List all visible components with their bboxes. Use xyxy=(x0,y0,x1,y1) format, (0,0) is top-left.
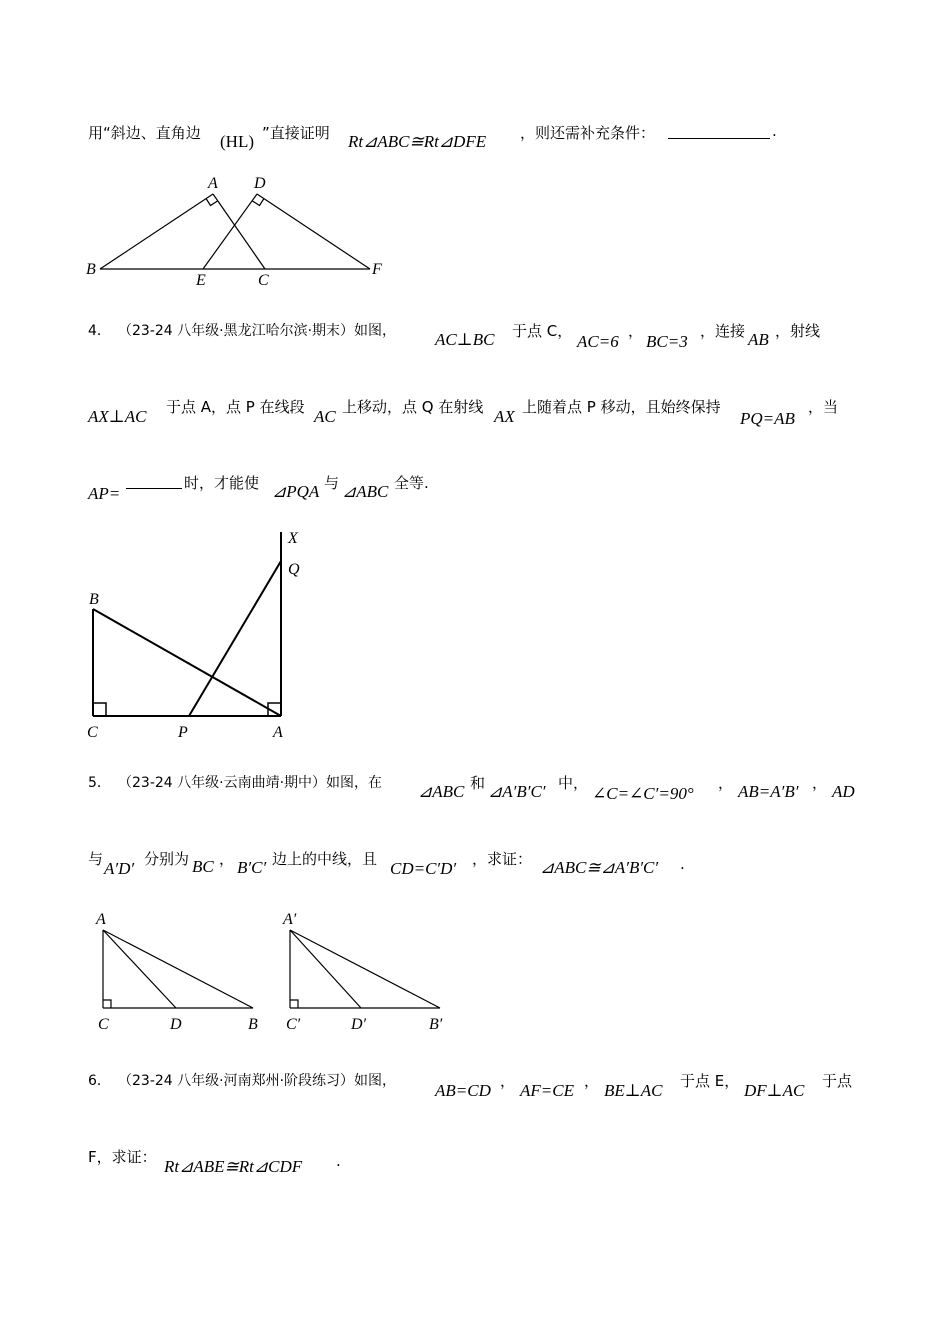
p4-t11: 全等. xyxy=(394,474,429,492)
p6-end: . xyxy=(336,1152,341,1170)
p5-r-label-b: B′ xyxy=(429,1016,443,1033)
p4-right-angle-c xyxy=(93,703,106,716)
p5-e9: CD=C′D′ xyxy=(390,859,457,878)
p3-label-a: A xyxy=(208,175,218,192)
p4-figure xyxy=(80,525,320,745)
p6-e2: AF=CE xyxy=(520,1081,574,1100)
p4-e4: AB xyxy=(748,330,769,349)
p4-e7: AX xyxy=(494,407,515,426)
p5-t5: 与 xyxy=(88,850,104,868)
p4-label-q: Q xyxy=(288,561,300,578)
p3-right-angle-d xyxy=(253,199,265,206)
p4-number: 4． xyxy=(88,323,111,339)
p5-l-right-angle xyxy=(103,1000,111,1008)
p4-e3: BC=3 xyxy=(646,332,688,351)
p3-right-angle-a xyxy=(206,199,218,206)
p4-line-ba xyxy=(93,609,281,716)
p4-e11: ⊿ABC xyxy=(342,482,389,501)
p4-label-p: P xyxy=(178,724,188,741)
p6-e5: Rt⊿ABE≅Rt⊿CDF xyxy=(164,1157,303,1176)
p5-r-line-ab xyxy=(290,930,440,1008)
p5-l-label-a: A xyxy=(96,911,106,928)
p3-hl: (HL) xyxy=(220,132,254,151)
p5-t9: ，求证： xyxy=(472,850,533,868)
p5-e3: ∠C=∠C′=90° xyxy=(592,784,694,803)
p5-r-label-c: C′ xyxy=(286,1016,301,1033)
p4-label-c: C xyxy=(87,724,98,741)
p3-line-df xyxy=(257,194,370,269)
p6-t5: F，求证： xyxy=(88,1148,157,1166)
p5-r-label-a: A′ xyxy=(283,911,297,928)
p3-line-ac xyxy=(213,194,265,269)
p4-t4: ，射线 xyxy=(775,322,821,340)
p4-t9: 时，才能使 xyxy=(184,474,260,492)
p4-e8: PQ=AB xyxy=(740,409,795,428)
p5-figure-right xyxy=(275,905,475,1035)
p5-t7: ， xyxy=(219,850,235,868)
p5-e2: ⊿A′B′C′ xyxy=(488,782,546,801)
p4-t3: ，连接 xyxy=(700,322,746,340)
p5-figure-left xyxy=(88,905,288,1035)
p4-t8: ，当 xyxy=(808,398,839,416)
p5-l-label-d: D xyxy=(170,1016,182,1033)
p5-end: . xyxy=(680,855,685,873)
p3-label-f: F xyxy=(372,261,382,278)
p5-r-line-ad xyxy=(290,930,361,1008)
p5-l-line-ab xyxy=(103,930,253,1008)
p3-answer-blank[interactable] xyxy=(668,138,770,139)
p5-e1: ⊿ABC xyxy=(418,782,465,801)
p6-source: （23-24 八年级·河南郑州·阶段练习）如图， xyxy=(118,1073,397,1089)
p6-t2: ， xyxy=(584,1072,600,1090)
p3-label-d: D xyxy=(254,175,266,192)
p6-number: 6． xyxy=(88,1073,111,1089)
p4-t10: 与 xyxy=(324,474,340,492)
p4-e2: AC=6 xyxy=(577,332,619,351)
p5-l-label-b: B xyxy=(248,1016,258,1033)
p4-e6: AC xyxy=(314,407,336,426)
p4-answer-blank[interactable] xyxy=(126,488,182,489)
p6-e4: DF⊥AC xyxy=(744,1081,805,1100)
p4-source: （23-24 八年级·黑龙江哈尔滨·期末）如图， xyxy=(118,323,397,339)
p5-source: （23-24 八年级·云南曲靖·期中）如图，在 xyxy=(118,775,383,791)
p4-t1: 于点 C， xyxy=(512,322,573,340)
p6-t3: 于点 E， xyxy=(680,1072,740,1090)
p6-t4: 于点 xyxy=(822,1072,853,1090)
p4-e9: AP= xyxy=(88,484,121,503)
p5-e6: A′D′ xyxy=(104,859,135,878)
p4-t6: 上移动，点 Q 在射线 xyxy=(342,398,484,416)
p4-e1: AC⊥BC xyxy=(435,330,495,349)
p4-line-pq xyxy=(189,561,281,716)
p5-t8: 边上的中线，且 xyxy=(272,850,378,868)
p4-label-x: X xyxy=(288,530,298,547)
p5-e10: ⊿ABC≅⊿A′B′C′ xyxy=(540,858,659,877)
p5-t4: ， xyxy=(812,774,828,792)
p6-e3: BE⊥AC xyxy=(604,1081,663,1100)
p3-text-c: ，则还需补充条件： xyxy=(520,124,656,142)
p5-t3: ， xyxy=(718,774,734,792)
p4-e10: ⊿PQA xyxy=(272,482,320,501)
p5-t6: 分别为 xyxy=(144,850,190,868)
p4-t5: 于点 A，点 P 在线段 xyxy=(166,398,305,416)
p5-t1: 和 xyxy=(470,774,486,792)
p3-label-c: C xyxy=(258,272,269,289)
p4-label-b: B xyxy=(89,591,99,608)
p5-r-right-angle xyxy=(290,1000,298,1008)
p5-t2: 中， xyxy=(558,774,589,792)
p6-t1: ， xyxy=(500,1072,516,1090)
p3-label-e: E xyxy=(196,272,206,289)
p3-expr: Rt⊿ABC≅Rt⊿DFE xyxy=(348,132,487,151)
p5-l-label-c: C xyxy=(98,1016,109,1033)
p5-e7: BC xyxy=(192,857,214,876)
p5-e5: AD xyxy=(832,782,855,801)
p5-e8: B′C′ xyxy=(237,858,267,877)
p3-text-a: 用“斜边、直角边 xyxy=(88,124,201,142)
p3-figure xyxy=(80,172,400,292)
p4-label-a: A xyxy=(273,724,283,741)
p3-line-ba xyxy=(100,194,213,269)
p5-l-line-ad xyxy=(103,930,176,1008)
p3-label-b: B xyxy=(86,261,96,278)
p5-r-label-d: D′ xyxy=(351,1016,367,1033)
p5-e4: AB=A′B′ xyxy=(738,782,799,801)
p5-number: 5． xyxy=(88,775,111,791)
p4-e5: AX⊥AC xyxy=(88,407,147,426)
p4-t2: ， xyxy=(628,322,644,340)
p3-end: . xyxy=(772,122,777,140)
p4-t7: 上随着点 P 移动，且始终保持 xyxy=(522,398,721,416)
p3-text-b: ”直接证明 xyxy=(262,124,330,142)
p6-e1: AB=CD xyxy=(435,1081,491,1100)
